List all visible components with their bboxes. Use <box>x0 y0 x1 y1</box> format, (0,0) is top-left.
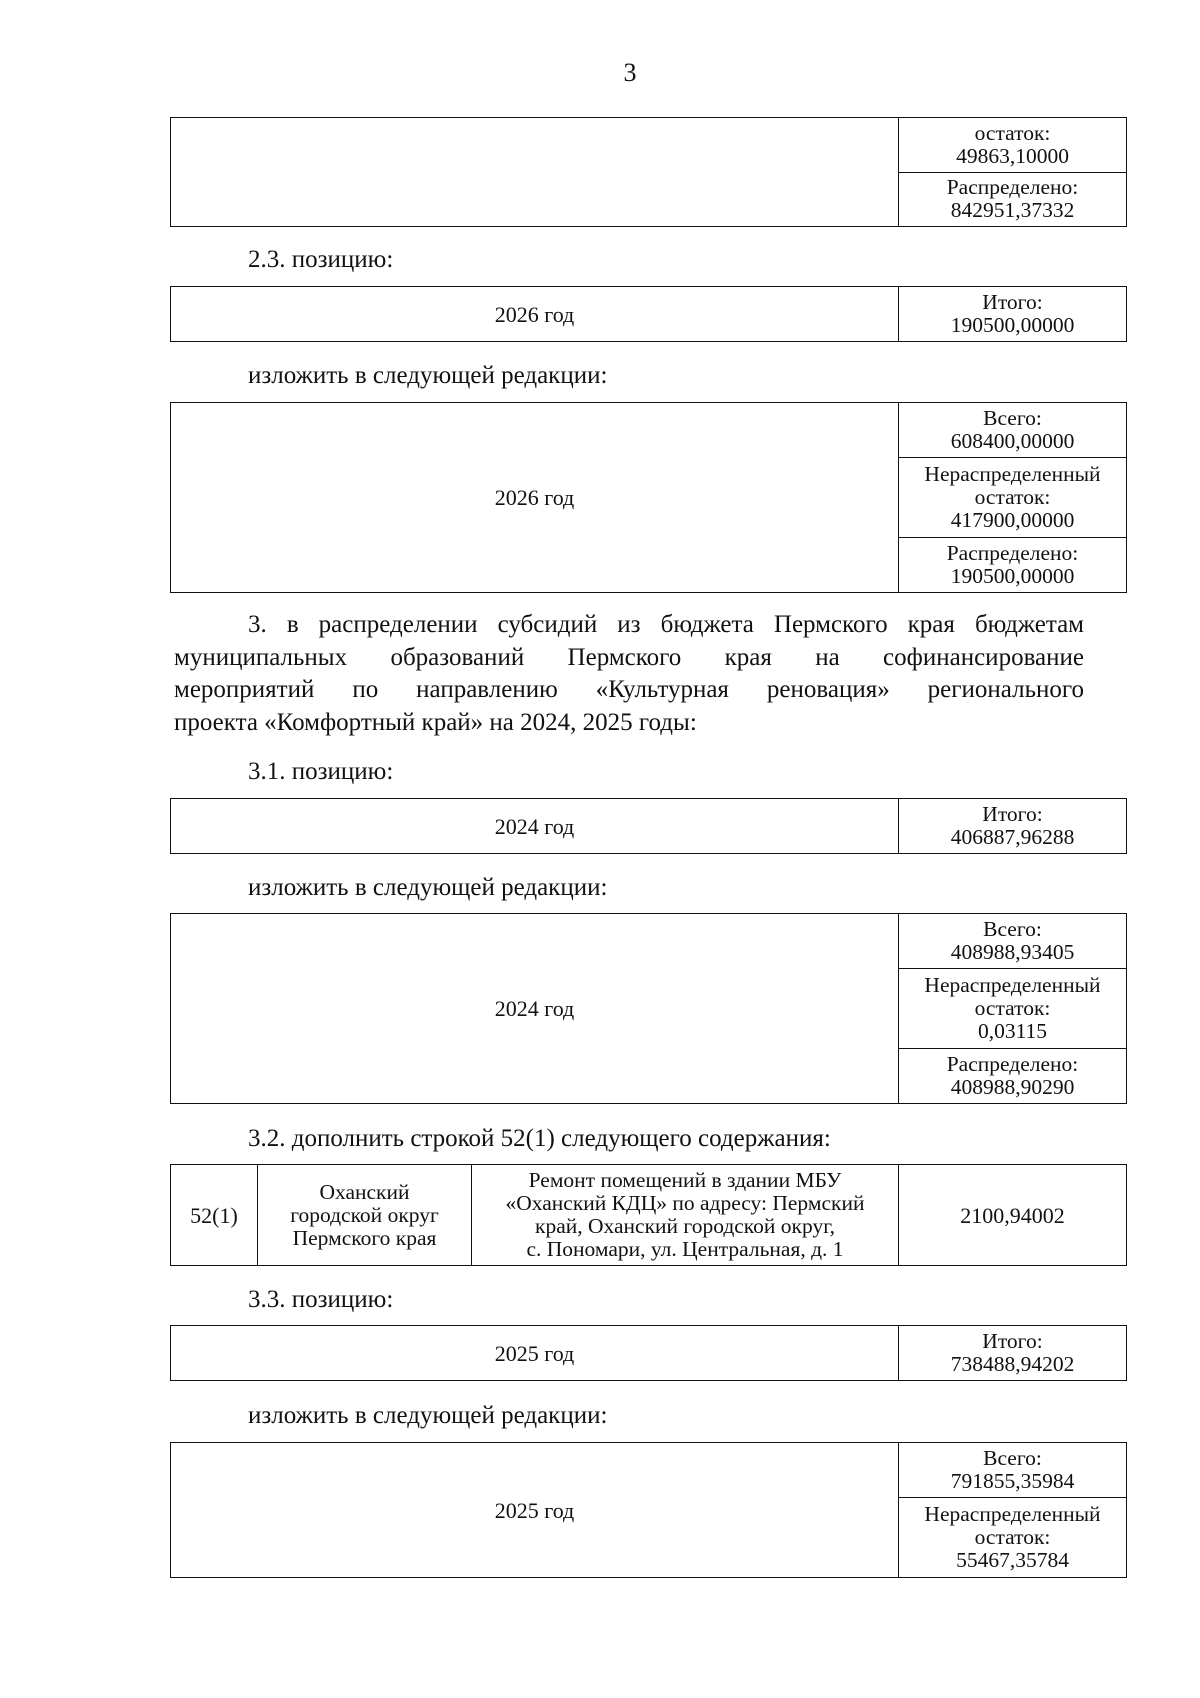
item-3-2-label: 3.2. дополнить строкой 52(1) следующего содержания: <box>248 1125 831 1152</box>
table-3-3-old <box>170 1325 1127 1381</box>
item-2-3-label: 2.3. позицию: <box>248 246 394 273</box>
year-cell: 2024 год <box>171 799 899 854</box>
total-cell: Итого: 190500,00000 <box>899 287 1127 342</box>
table-continuation <box>170 117 1127 227</box>
total-cell: Всего: 408988,93405 <box>899 914 1127 969</box>
table-3-2-row <box>170 1164 1127 1266</box>
remainder-cell: остаток: 49863,10000 <box>899 118 1127 173</box>
year-cell: 2025 год <box>171 1443 899 1578</box>
distributed-cell: Распределено: 408988,90290 <box>899 1049 1127 1104</box>
year-cell: 2026 год <box>171 287 899 342</box>
year-cell: 2026 год <box>171 403 899 593</box>
total-cell: Всего: 791855,35984 <box>899 1443 1127 1498</box>
remainder-cell: Нераспределенный остаток: 417900,00000 <box>899 458 1127 538</box>
remainder-cell: Нераспределенный остаток: 55467,35784 <box>899 1498 1127 1578</box>
table-2-3-new <box>170 402 1127 593</box>
year-cell: 2024 год <box>171 914 899 1104</box>
table-3-3-new <box>170 1442 1127 1578</box>
redaction-label: изложить в следующей редакции: <box>248 1402 608 1429</box>
distributed-cell: Распределено: 842951,37332 <box>899 172 1127 227</box>
item-3-3-label: 3.3. позицию: <box>248 1286 394 1313</box>
paragraph-line: муниципальных образований Пермского края на софинансирование <box>174 643 1084 671</box>
table-3-1-new <box>170 913 1127 1104</box>
item-3-paragraph <box>174 609 1084 739</box>
empty-cell <box>171 118 899 227</box>
total-cell: Итого: 738488,94202 <box>899 1326 1127 1381</box>
page-number: 3 <box>623 58 637 87</box>
row-number-cell: 52(1) <box>171 1165 258 1266</box>
total-cell: Всего: 608400,00000 <box>899 403 1127 458</box>
table-3-1-old <box>170 798 1127 854</box>
year-cell: 2025 год <box>171 1326 899 1381</box>
paragraph-line: 3. в распределении субсидий из бюджета Пермского края бюджетам <box>248 611 1084 638</box>
item-3-1-label: 3.1. позицию: <box>248 758 394 785</box>
remainder-cell: Нераспределенный остаток: 0,03115 <box>899 969 1127 1049</box>
table-2-3-old <box>170 286 1127 342</box>
distributed-cell: Распределено: 190500,00000 <box>899 538 1127 593</box>
paragraph-line: мероприятий по направлению «Культурная реновация» регионального <box>174 676 1084 703</box>
redaction-label: изложить в следующей редакции: <box>248 874 608 901</box>
redaction-label: изложить в следующей редакции: <box>248 362 608 389</box>
paragraph-line: проекта «Комфортный край» на 2024, 2025 годы: <box>174 708 697 736</box>
municipality-cell: Оханский городской округ Пермского края <box>258 1165 472 1266</box>
object-description-cell: Ремонт помещений в здании МБУ «Оханский КДЦ» по адресу: Пермский край, Оханский городской округ, с. Пономари, ул. Центральная, д. 1 <box>472 1165 899 1266</box>
amount-cell: 2100,94002 <box>899 1165 1127 1266</box>
total-cell: Итого: 406887,96288 <box>899 799 1127 854</box>
